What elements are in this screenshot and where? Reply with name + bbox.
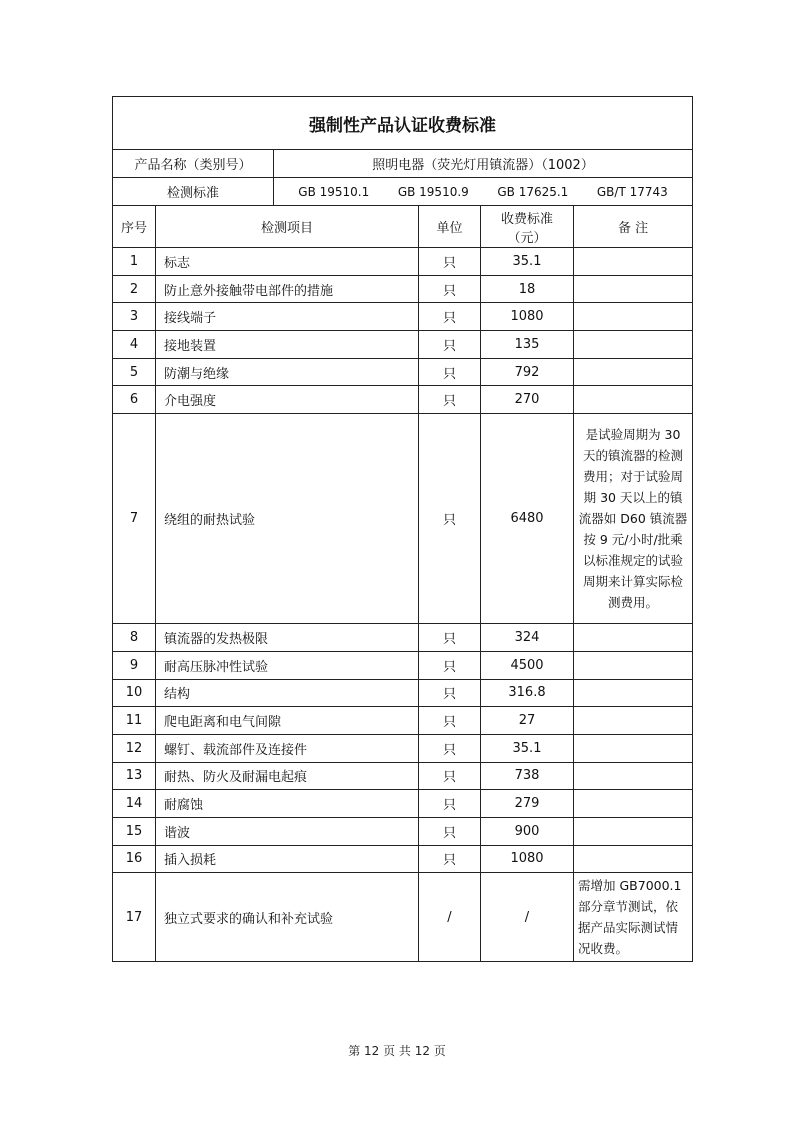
product-name-value: 照明电器（荧光灯用镇流器）（1002） <box>274 150 693 178</box>
row-item: 标志 <box>156 248 419 276</box>
row-unit: 只 <box>419 817 481 845</box>
row-note <box>574 679 693 707</box>
row-item: 谐波 <box>156 817 419 845</box>
row-unit: 只 <box>419 790 481 818</box>
row-item: 螺钉、载流部件及连接件 <box>156 734 419 762</box>
row-unit: 只 <box>419 358 481 386</box>
row-no: 6 <box>113 386 156 414</box>
row-fee: 270 <box>481 386 574 414</box>
header-fee: 收费标准（元） <box>481 206 574 248</box>
row-item: 介电强度 <box>156 386 419 414</box>
row-item: 插入损耗 <box>156 845 419 873</box>
row-note <box>574 734 693 762</box>
row-item: 防止意外接触带电部件的措施 <box>156 275 419 303</box>
row-unit: 只 <box>419 248 481 276</box>
test-standard-label: 检测标准 <box>113 178 274 206</box>
row-unit: 只 <box>419 386 481 414</box>
row-note <box>574 651 693 679</box>
row-item: 镇流器的发热极限 <box>156 624 419 652</box>
row-fee: 4500 <box>481 651 574 679</box>
standard-code: GB 17625.1 <box>497 184 569 199</box>
table-row <box>113 845 693 873</box>
row-no: 15 <box>113 817 156 845</box>
row-fee: 135 <box>481 331 574 359</box>
row-note <box>574 817 693 845</box>
row-fee: 316.8 <box>481 679 574 707</box>
table-row <box>113 790 693 818</box>
table-row <box>113 303 693 331</box>
row-no: 16 <box>113 845 156 873</box>
row-fee: 27 <box>481 707 574 735</box>
table-row <box>113 734 693 762</box>
row-fee: 900 <box>481 817 574 845</box>
table-row <box>113 679 693 707</box>
row-no: 17 <box>113 873 156 962</box>
header-unit: 单位 <box>419 206 481 248</box>
row-note <box>574 275 693 303</box>
row-note <box>574 303 693 331</box>
fee-standard-table <box>112 96 693 962</box>
table-row <box>113 414 693 624</box>
row-no: 1 <box>113 248 156 276</box>
row-no: 11 <box>113 707 156 735</box>
row-fee: 792 <box>481 358 574 386</box>
table-row <box>113 386 693 414</box>
table-row <box>113 275 693 303</box>
row-no: 3 <box>113 303 156 331</box>
row-note <box>574 790 693 818</box>
row-unit: 只 <box>419 762 481 790</box>
table-row <box>113 817 693 845</box>
standard-code: GB/T 17743 <box>596 184 668 199</box>
table-row <box>113 707 693 735</box>
row-note: 需增加 GB7000.1 部分章节测试，依据产品实际测试情况收费。 <box>574 873 693 962</box>
row-unit: 只 <box>419 679 481 707</box>
row-note <box>574 845 693 873</box>
row-note <box>574 624 693 652</box>
row-no: 8 <box>113 624 156 652</box>
row-unit: 只 <box>419 331 481 359</box>
row-unit: 只 <box>419 275 481 303</box>
row-unit: 只 <box>419 624 481 652</box>
standard-code: GB 19510.9 <box>397 184 469 199</box>
table-row <box>113 651 693 679</box>
header-note: 备 注 <box>574 206 693 248</box>
row-item: 耐腐蚀 <box>156 790 419 818</box>
row-item: 防潮与绝缘 <box>156 358 419 386</box>
row-fee: 18 <box>481 275 574 303</box>
table-row <box>113 873 693 962</box>
row-no: 10 <box>113 679 156 707</box>
row-note <box>574 331 693 359</box>
row-no: 5 <box>113 358 156 386</box>
header-item: 检测项目 <box>156 206 419 248</box>
table-row <box>113 762 693 790</box>
row-unit: 只 <box>419 845 481 873</box>
row-note <box>574 358 693 386</box>
table-row <box>113 358 693 386</box>
row-no: 2 <box>113 275 156 303</box>
row-unit: / <box>419 873 481 962</box>
table-row <box>113 331 693 359</box>
row-no: 13 <box>113 762 156 790</box>
row-fee: 324 <box>481 624 574 652</box>
row-item: 结构 <box>156 679 419 707</box>
row-no: 4 <box>113 331 156 359</box>
row-fee: 35.1 <box>481 734 574 762</box>
row-note <box>574 762 693 790</box>
row-fee: 279 <box>481 790 574 818</box>
row-note <box>574 386 693 414</box>
page-title: 强制性产品认证收费标准 <box>113 97 693 150</box>
row-fee: 6480 <box>481 414 574 624</box>
row-item: 接线端子 <box>156 303 419 331</box>
row-unit: 只 <box>419 651 481 679</box>
row-item: 爬电距离和电气间隙 <box>156 707 419 735</box>
product-name-label: 产品名称（类别号） <box>113 150 274 178</box>
row-fee: / <box>481 873 574 962</box>
row-note <box>574 707 693 735</box>
row-item: 耐高压脉冲性试验 <box>156 651 419 679</box>
page-number: 第 12 页 共 12 页 <box>348 1044 446 1058</box>
row-item: 耐热、防火及耐漏电起痕 <box>156 762 419 790</box>
row-item: 接地装置 <box>156 331 419 359</box>
row-note: 是试验周期为 30 天的镇流器的检测费用；对于试验周期 30 天以上的镇流器如 D60 镇流器按 9 元/小时/批乘以标准规定的试验周期来计算实际检测费用。 <box>574 414 693 624</box>
row-unit: 只 <box>419 303 481 331</box>
row-note <box>574 248 693 276</box>
row-fee: 1080 <box>481 303 574 331</box>
row-no: 9 <box>113 651 156 679</box>
table-header-row <box>113 206 693 248</box>
row-item: 独立式要求的确认和补充试验 <box>156 873 419 962</box>
row-unit: 只 <box>419 734 481 762</box>
header-no: 序号 <box>113 206 156 248</box>
row-unit: 只 <box>419 414 481 624</box>
row-unit: 只 <box>419 707 481 735</box>
table-row <box>113 248 693 276</box>
table-row <box>113 624 693 652</box>
row-fee: 738 <box>481 762 574 790</box>
row-fee: 35.1 <box>481 248 574 276</box>
row-no: 14 <box>113 790 156 818</box>
row-no: 7 <box>113 414 156 624</box>
test-standard-values <box>274 178 693 206</box>
row-item: 绕组的耐热试验 <box>156 414 419 624</box>
row-fee: 1080 <box>481 845 574 873</box>
standard-code: GB 19510.1 <box>298 184 370 199</box>
row-no: 12 <box>113 734 156 762</box>
